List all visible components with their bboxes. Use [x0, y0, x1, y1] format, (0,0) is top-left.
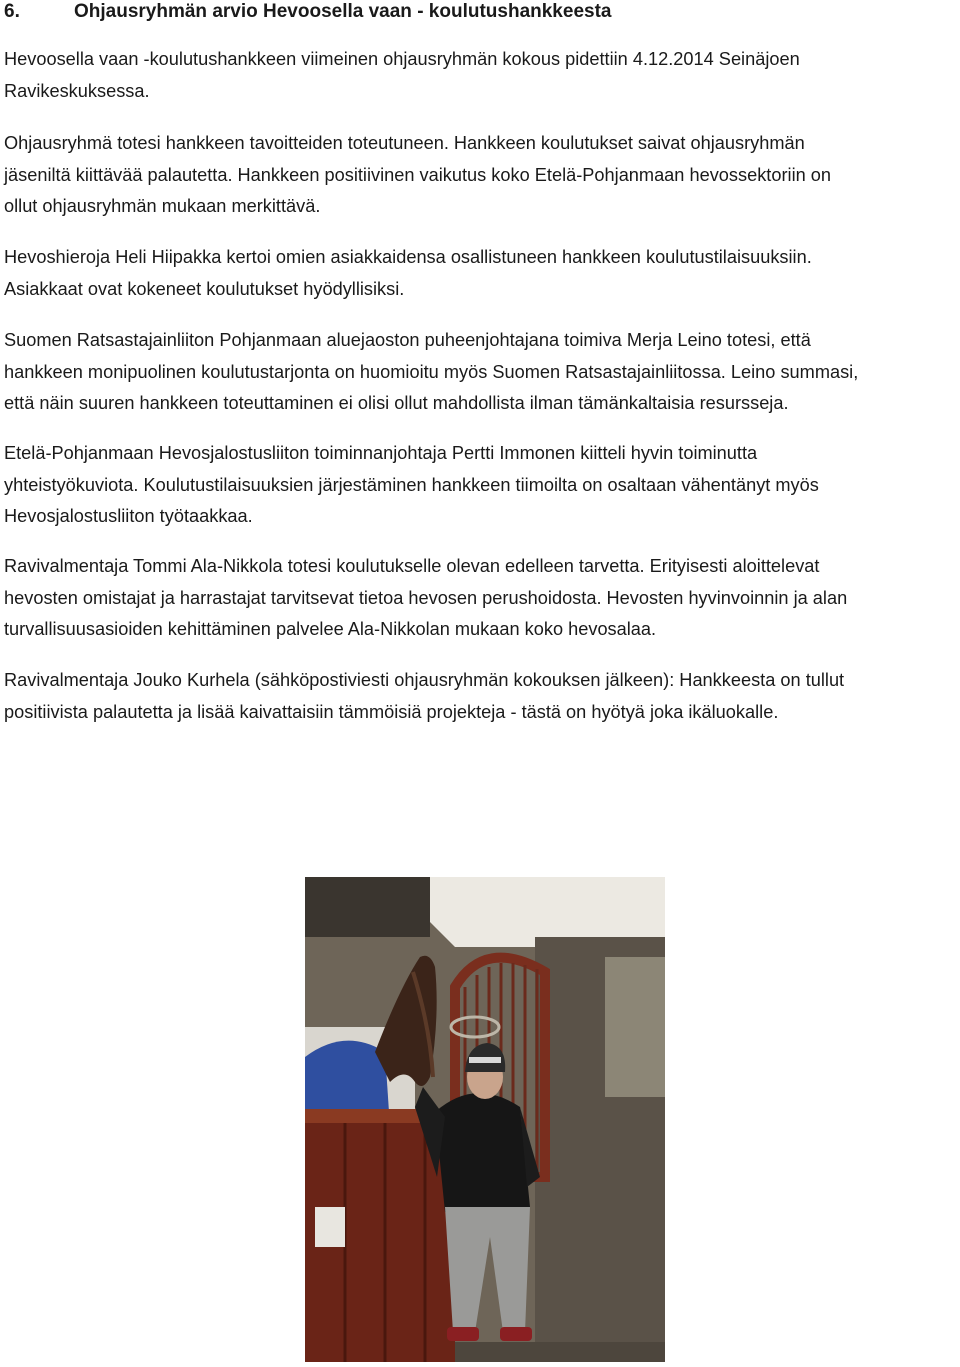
text-line: Ravivalmentaja Tommi Ala-Nikkola totesi koulutukselle olevan edelleen tarvetta. Erityisesti aloittelevat — [4, 556, 820, 576]
text-line: hevosten omistajat ja harrastajat tarvitsevat tietoa hevosen perushoidosta. Hevosten hyvinvoinnin ja alan — [4, 587, 848, 608]
paragraph-ala-nikkola — [4, 551, 956, 646]
text-line: Hevoshieroja Heli Hiipakka kertoi omien asiakkaidensa osallistuneen hankkeen koulutustilaisuuksiin. — [4, 247, 812, 267]
text-line: positiivista palautetta ja lisää kaivattaisiin tämmöisiä projekteja - tästä on hyötyä joka ikäluokalle. — [4, 701, 779, 722]
text-line: hankkeen monipuolinen koulutustarjonta on huomioitu myös Suomen Ratsastajainliitossa. Leino summasi, — [4, 361, 859, 382]
text-line: Hevoosella vaan -koulutushankkeen viimeinen ohjausryhmän kokous pidettiin 4.12.2014 Seinäjoen — [4, 49, 800, 69]
paragraph-leino — [4, 325, 956, 420]
text-line: Suomen Ratsastajainliiton Pohjanmaan aluejaoston puheenjohtajana toimiva Merja Leino totesi, että — [4, 330, 811, 350]
text-line: ollut ohjausryhmän mukaan merkittävä. — [4, 196, 321, 216]
text-line: Hevosjalostusliiton työtaakkaa. — [4, 506, 253, 526]
stable-photo — [305, 877, 665, 1362]
section-number: 6. — [4, 1, 20, 22]
stable-photo-illustration — [305, 877, 665, 1362]
text-line: Etelä-Pohjanmaan Hevosjalostusliiton toiminnanjohtaja Pertti Immonen kiitteli hyvin toiminutta — [4, 443, 758, 463]
paragraph-immonen — [4, 438, 956, 533]
text-line: Asiakkaat ovat kokeneet koulutukset hyödyllisiksi. — [4, 278, 405, 299]
paragraph-meeting — [4, 44, 956, 107]
text-line: Ohjausryhmä totesi hankkeen tavoitteiden toteutuneen. Hankkeen koulutukset saivat ohjausryhmän — [4, 133, 805, 153]
text-line: Ravivalmentaja Jouko Kurhela (sähköpostiviesti ohjausryhmän kokouksen jälkeen): Hankkeesta on tullut — [4, 670, 845, 690]
section-title: Ohjausryhmän arvio Hevoosella vaan - koulutushankkeesta — [74, 1, 612, 22]
text-line: että näin suuren hankkeen toteuttaminen ei olisi ollut mahdollista ilman tämänkaltaisia resursseja. — [4, 393, 789, 413]
text-line: jäseniltä kiittävää palautetta. Hankkeen positiivinen vaikutus koko Etelä-Pohjanmaan hevossektoriin on — [4, 164, 832, 185]
section-heading — [4, 0, 611, 24]
text-line: turvallisuusasioiden kehittäminen palvelee Ala-Nikkolan mukaan koko hevosalaa. — [4, 619, 657, 639]
paragraph-steering-group — [4, 128, 956, 223]
paragraph-kurhela — [4, 665, 956, 728]
paragraph-hiipakka — [4, 242, 956, 305]
text-line: Ravikeskuksessa. — [4, 80, 150, 101]
text-line: yhteistyökuviota. Koulutustilaisuuksien järjestäminen hankkeen tiimoilta on osaltaan vähentänyt myös — [4, 474, 819, 495]
